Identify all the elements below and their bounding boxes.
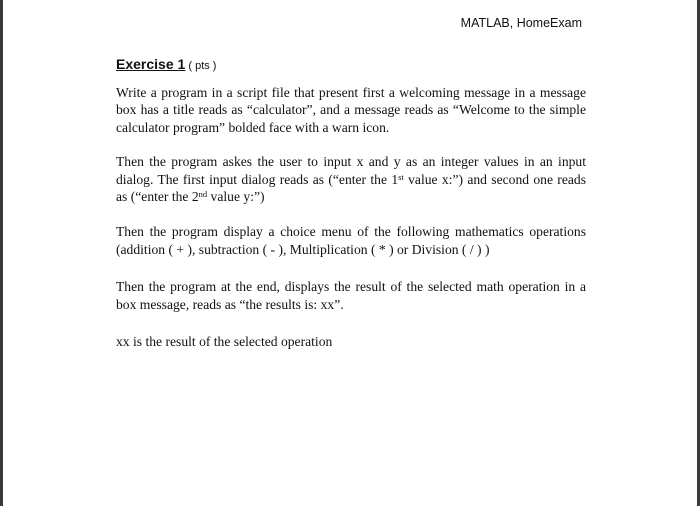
ordinal-nd: nd <box>198 189 208 200</box>
exercise-title <box>116 56 216 74</box>
paragraph-input-text-1: Then the program askes the user to input x and y as an integer values in an input dialog. The first input dialog reads as (“enter the 1 <box>116 154 586 187</box>
paragraph-intro: Write a program in a script file that present first a welcoming message in a message box has a title reads as “calculator”, and a message reads as “Welcome to the simple calculator program” bolded face with a warn icon. <box>116 85 586 135</box>
exercise-body <box>116 84 586 350</box>
paragraph-input <box>116 153 586 205</box>
left-border <box>0 0 3 506</box>
page-header: MATLAB, HomeExam <box>460 16 582 30</box>
paragraph-menu: Then the program display a choice menu of the following mathematics operations (addition ( + ), subtraction ( - ), Multiplication ( * ) or Division ( / ) ) <box>116 224 586 257</box>
paragraph-input-text-2: value x:”) and second one reads as (“enter the 2 <box>116 171 586 205</box>
exercise-label: Exercise 1 <box>116 56 186 72</box>
paragraph-note: xx is the result of the selected operation <box>116 334 333 350</box>
ordinal-st: st <box>398 171 404 182</box>
paragraph-input-text-3: value y:”) <box>207 189 265 205</box>
paragraph-result: Then the program at the end, displays the result of the selected math operation in a box message, reads as “the results is: xx”. <box>116 279 586 312</box>
points-label: ( pts ) <box>185 60 217 72</box>
